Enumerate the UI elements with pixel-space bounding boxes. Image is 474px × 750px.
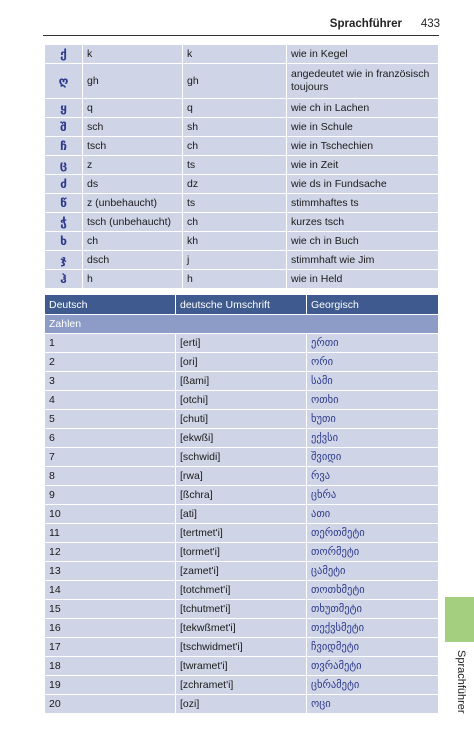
latin-letter: ds (83, 175, 183, 194)
georgian-letter: ჩ (45, 137, 83, 156)
transcription: q (183, 99, 287, 118)
page-header (0, 18, 440, 34)
number-georgisch: თორმეტი (307, 543, 439, 562)
number-georgisch: თერთმეტი (307, 524, 439, 543)
pronunciation: wie in Kegel (287, 45, 439, 64)
number-georgisch: თხუთმეტი (307, 600, 439, 619)
number-umschrift: [rwa] (176, 467, 307, 486)
number-umschrift: [otchi] (176, 391, 307, 410)
number-row (45, 695, 439, 714)
latin-letter: sch (83, 118, 183, 137)
number-georgisch: ცხრამეტი (307, 676, 439, 695)
georgian-letter: ჭ (45, 213, 83, 232)
number-deutsch: 10 (45, 505, 176, 524)
transcription: ts (183, 194, 287, 213)
alphabet-row (45, 175, 439, 194)
georgian-letter: შ (45, 118, 83, 137)
number-umschrift: [tormet'i] (176, 543, 307, 562)
number-umschrift: [twramet'i] (176, 657, 307, 676)
number-deutsch: 3 (45, 372, 176, 391)
pronunciation: stimmhaft wie Jim (287, 251, 439, 270)
number-umschrift: [zamet'i] (176, 562, 307, 581)
number-umschrift: [ekwßi] (176, 429, 307, 448)
column-header-umschrift: deutsche Umschrift (176, 295, 307, 315)
transcription: j (183, 251, 287, 270)
number-deutsch: 19 (45, 676, 176, 695)
number-row (45, 334, 439, 353)
latin-letter: h (83, 270, 183, 289)
transcription: sh (183, 118, 287, 137)
numbers-table (44, 294, 439, 714)
number-georgisch: თექვსმეტი (307, 619, 439, 638)
number-deutsch: 2 (45, 353, 176, 372)
transcription: k (183, 45, 287, 64)
georgian-letter: ხ (45, 232, 83, 251)
number-row (45, 410, 439, 429)
alphabet-row (45, 64, 439, 99)
section-title: Sprachführer (329, 18, 402, 30)
section-tab (445, 597, 474, 642)
latin-letter: ch (83, 232, 183, 251)
georgian-letter: ქ (45, 45, 83, 64)
latin-letter: tsch (unbehaucht) (83, 213, 183, 232)
number-row (45, 372, 439, 391)
alphabet-row (45, 99, 439, 118)
column-header-georgisch: Georgisch (307, 295, 439, 315)
number-row (45, 581, 439, 600)
number-georgisch: რვა (307, 467, 439, 486)
number-georgisch: ცამეტი (307, 562, 439, 581)
number-georgisch: სამი (307, 372, 439, 391)
number-deutsch: 9 (45, 486, 176, 505)
georgian-letter: ც (45, 156, 83, 175)
number-deutsch: 1 (45, 334, 176, 353)
number-georgisch: ორი (307, 353, 439, 372)
transcription: gh (183, 64, 287, 99)
georgian-letter: ღ (45, 64, 83, 99)
pronunciation: wie ch in Buch (287, 232, 439, 251)
pronunciation: kurzes tsch (287, 213, 439, 232)
pronunciation: wie in Tschechien (287, 137, 439, 156)
number-umschrift: [ozi] (176, 695, 307, 714)
number-georgisch: თოთხმეტი (307, 581, 439, 600)
number-deutsch: 6 (45, 429, 176, 448)
page-number: 433 (420, 18, 440, 30)
latin-letter: gh (83, 64, 183, 99)
number-row (45, 657, 439, 676)
alphabet-row (45, 232, 439, 251)
number-umschrift: [chuti] (176, 410, 307, 429)
latin-letter: dsch (83, 251, 183, 270)
number-umschrift: [zchramet'i] (176, 676, 307, 695)
pronunciation: wie in Held (287, 270, 439, 289)
number-georgisch: თვრამეტი (307, 657, 439, 676)
number-deutsch: 14 (45, 581, 176, 600)
transcription: h (183, 270, 287, 289)
pronunciation: stimmhaftes ts (287, 194, 439, 213)
transcription: ch (183, 137, 287, 156)
number-row (45, 467, 439, 486)
section-tab-label: Sprachführer (455, 650, 467, 714)
number-georgisch: შვიდი (307, 448, 439, 467)
number-deutsch: 13 (45, 562, 176, 581)
transcription: dz (183, 175, 287, 194)
number-row (45, 353, 439, 372)
number-umschrift: [ßchra] (176, 486, 307, 505)
pronunciation: angedeutet wie in französisch toujours (287, 64, 439, 99)
alphabet-row (45, 194, 439, 213)
georgian-letter: ჰ (45, 270, 83, 289)
alphabet-row (45, 251, 439, 270)
number-georgisch: ექვსი (307, 429, 439, 448)
number-row (45, 562, 439, 581)
pronunciation: wie in Schule (287, 118, 439, 137)
header-rule (43, 35, 439, 36)
number-georgisch: ერთი (307, 334, 439, 353)
transcription: kh (183, 232, 287, 251)
alphabet-table-body (45, 45, 439, 289)
number-deutsch: 8 (45, 467, 176, 486)
numbers-header-row (45, 295, 439, 315)
number-row (45, 543, 439, 562)
number-deutsch: 15 (45, 600, 176, 619)
number-row (45, 486, 439, 505)
transcription: ch (183, 213, 287, 232)
number-umschrift: [tertmet'i] (176, 524, 307, 543)
alphabet-row (45, 213, 439, 232)
latin-letter: z (unbehaucht) (83, 194, 183, 213)
alphabet-row (45, 156, 439, 175)
number-row (45, 448, 439, 467)
alphabet-row (45, 45, 439, 64)
number-deutsch: 7 (45, 448, 176, 467)
pronunciation: wie ch in Lachen (287, 99, 439, 118)
group-row (45, 315, 439, 334)
column-header-deutsch: Deutsch (45, 295, 176, 315)
georgian-letter: ყ (45, 99, 83, 118)
number-deutsch: 4 (45, 391, 176, 410)
number-row (45, 505, 439, 524)
georgian-letter: ჯ (45, 251, 83, 270)
latin-letter: q (83, 99, 183, 118)
number-umschrift: [tschwidmet'i] (176, 638, 307, 657)
numbers-table-body (45, 315, 439, 714)
number-row (45, 524, 439, 543)
number-umschrift: [schwidi] (176, 448, 307, 467)
pronunciation: wie in Zeit (287, 156, 439, 175)
number-deutsch: 5 (45, 410, 176, 429)
alphabet-row (45, 137, 439, 156)
transcription: ts (183, 156, 287, 175)
georgian-letter: ძ (45, 175, 83, 194)
number-row (45, 638, 439, 657)
number-georgisch: ათი (307, 505, 439, 524)
number-georgisch: ცხრა (307, 486, 439, 505)
number-row (45, 600, 439, 619)
number-deutsch: 11 (45, 524, 176, 543)
number-umschrift: [erti] (176, 334, 307, 353)
number-umschrift: [tekwßmet'i] (176, 619, 307, 638)
number-umschrift: [ori] (176, 353, 307, 372)
alphabet-row (45, 118, 439, 137)
group-label: Zahlen (45, 315, 439, 334)
georgian-letter: წ (45, 194, 83, 213)
number-umschrift: [ati] (176, 505, 307, 524)
latin-letter: tsch (83, 137, 183, 156)
number-georgisch: ოცი (307, 695, 439, 714)
number-umschrift: [tchutmet'i] (176, 600, 307, 619)
latin-letter: z (83, 156, 183, 175)
number-row (45, 391, 439, 410)
number-georgisch: ჩვიდმეტი (307, 638, 439, 657)
number-deutsch: 17 (45, 638, 176, 657)
number-row (45, 676, 439, 695)
number-deutsch: 18 (45, 657, 176, 676)
number-georgisch: ოთხი (307, 391, 439, 410)
number-umschrift: [ßami] (176, 372, 307, 391)
latin-letter: k (83, 45, 183, 64)
number-row (45, 619, 439, 638)
alphabet-table (44, 44, 439, 289)
number-georgisch: ხუთი (307, 410, 439, 429)
number-umschrift: [totchmet'i] (176, 581, 307, 600)
number-deutsch: 12 (45, 543, 176, 562)
number-deutsch: 20 (45, 695, 176, 714)
number-deutsch: 16 (45, 619, 176, 638)
number-row (45, 429, 439, 448)
alphabet-row (45, 270, 439, 289)
pronunciation: wie ds in Fundsache (287, 175, 439, 194)
